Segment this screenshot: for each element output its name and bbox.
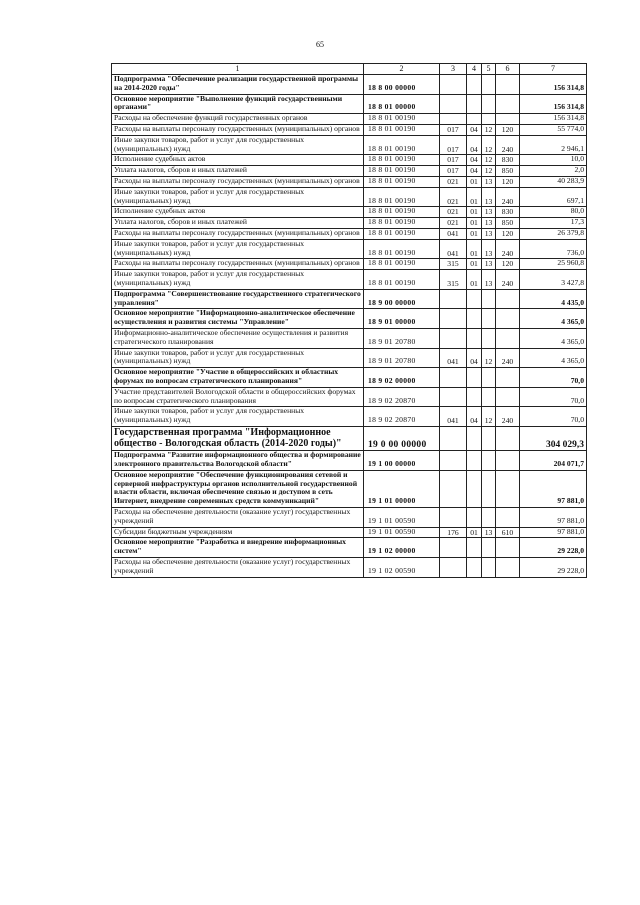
ministry-code-cell: 017 — [440, 135, 467, 155]
column-header: 3 — [440, 64, 467, 75]
section-cell — [467, 368, 482, 388]
section-cell: 01 — [467, 527, 482, 538]
table-row — [112, 508, 587, 528]
amount-cell: 80,0 — [520, 207, 587, 218]
table-row — [112, 387, 587, 407]
classification-code-cell: 18 8 01 00190 — [364, 176, 440, 187]
ministry-code-cell: 021 — [440, 176, 467, 187]
row-name-cell: Исполнение судебных актов — [112, 155, 364, 166]
subsection-cell — [482, 470, 496, 507]
amount-cell: 25 960,8 — [520, 259, 587, 270]
expense-type-cell — [496, 387, 520, 407]
amount-cell: 70,0 — [520, 368, 587, 388]
row-name-cell: Основное мероприятие "Обеспечение функционирования сетевой и серверной инфраструктуры органов исполнительной государственной власти области, включая обеспечение связью и доступом в сеть Интернет, внедрение современных средств коммуникаций" — [112, 470, 364, 507]
table-row — [112, 538, 587, 558]
expense-type-cell — [496, 114, 520, 125]
row-name-cell: Иные закупки товаров, работ и услуг для государственных (муниципальных) нужд — [112, 187, 364, 207]
amount-cell: 204 071,7 — [520, 451, 587, 471]
ministry-code-cell: 041 — [440, 239, 467, 259]
ministry-code-cell: 021 — [440, 187, 467, 207]
amount-cell: 156 314,8 — [520, 94, 587, 114]
table-row — [112, 155, 587, 166]
table-row — [112, 426, 587, 450]
expense-type-cell: 120 — [496, 259, 520, 270]
expense-type-cell: 610 — [496, 527, 520, 538]
classification-code-cell: 18 8 01 00190 — [364, 124, 440, 135]
subsection-cell: 13 — [482, 259, 496, 270]
row-name-cell: Иные закупки товаров, работ и услуг для государственных (муниципальных) нужд — [112, 407, 364, 427]
expense-type-cell: 120 — [496, 228, 520, 239]
ministry-code-cell: 017 — [440, 166, 467, 177]
row-name-cell: Участие представителей Вологодской области в общероссийских форумах по вопросам стратегического планирования — [112, 387, 364, 407]
row-name-cell: Иные закупки товаров, работ и услуг для государственных (муниципальных) нужд — [112, 239, 364, 259]
table-row — [112, 114, 587, 125]
ministry-code-cell: 315 — [440, 270, 467, 290]
amount-cell: 156 314,8 — [520, 75, 587, 95]
section-cell — [467, 328, 482, 348]
subsection-cell: 13 — [482, 187, 496, 207]
classification-code-cell: 19 0 00 00000 — [364, 426, 440, 450]
table-row — [112, 368, 587, 388]
expense-type-cell: 240 — [496, 135, 520, 155]
row-name-cell: Подпрограмма "Обеспечение реализации государственной программы на 2014-2020 годы" — [112, 75, 364, 95]
subsection-cell — [482, 309, 496, 329]
row-name-cell: Государственная программа "Информационное общество - Вологодская область (2014-2020 годы)" — [112, 426, 364, 450]
subsection-cell — [482, 538, 496, 558]
subsection-cell — [482, 387, 496, 407]
classification-code-cell: 18 9 02 20870 — [364, 407, 440, 427]
expense-type-cell — [496, 309, 520, 329]
classification-code-cell: 18 8 01 00190 — [364, 135, 440, 155]
section-cell — [467, 426, 482, 450]
ministry-code-cell — [440, 328, 467, 348]
subsection-cell — [482, 75, 496, 95]
row-name-cell: Уплата налогов, сборов и иных платежей — [112, 166, 364, 177]
row-name-cell: Расходы на обеспечение функций государственных органов — [112, 114, 364, 125]
ministry-code-cell — [440, 289, 467, 309]
classification-code-cell: 19 1 02 00000 — [364, 538, 440, 558]
section-cell: 01 — [467, 259, 482, 270]
row-name-cell: Подпрограмма "Совершенствование государственного стратегического управления" — [112, 289, 364, 309]
ministry-code-cell: 021 — [440, 207, 467, 218]
classification-code-cell: 18 8 01 00190 — [364, 239, 440, 259]
row-name-cell: Расходы на выплаты персоналу государственных (муниципальных) органов — [112, 124, 364, 135]
ministry-code-cell: 041 — [440, 228, 467, 239]
ministry-code-cell: 041 — [440, 407, 467, 427]
amount-cell: 29 228,0 — [520, 558, 587, 578]
table-row — [112, 407, 587, 427]
amount-cell: 2 946,1 — [520, 135, 587, 155]
section-cell: 04 — [467, 155, 482, 166]
expense-type-cell — [496, 508, 520, 528]
column-header: 5 — [482, 64, 496, 75]
table-row — [112, 328, 587, 348]
table-row — [112, 94, 587, 114]
classification-code-cell: 18 8 01 00190 — [364, 114, 440, 125]
row-name-cell: Иные закупки товаров, работ и услуг для государственных (муниципальных) нужд — [112, 135, 364, 155]
amount-cell: 97 881,0 — [520, 527, 587, 538]
row-name-cell: Расходы на выплаты персоналу государственных (муниципальных) органов — [112, 228, 364, 239]
classification-code-cell: 18 9 02 20870 — [364, 387, 440, 407]
classification-code-cell: 18 9 02 00000 — [364, 368, 440, 388]
table-row — [112, 124, 587, 135]
expense-type-cell: 120 — [496, 124, 520, 135]
classification-code-cell: 18 9 00 00000 — [364, 289, 440, 309]
amount-cell: 156 314,8 — [520, 114, 587, 125]
section-cell: 01 — [467, 239, 482, 259]
expense-type-cell — [496, 426, 520, 450]
section-cell — [467, 470, 482, 507]
ministry-code-cell — [440, 426, 467, 450]
section-cell: 01 — [467, 207, 482, 218]
row-name-cell: Исполнение судебных актов — [112, 207, 364, 218]
row-name-cell: Расходы на выплаты персоналу государственных (муниципальных) органов — [112, 259, 364, 270]
amount-cell: 97 881,0 — [520, 508, 587, 528]
amount-cell: 70,0 — [520, 407, 587, 427]
row-name-cell: Основное мероприятие "Выполнение функций государственными органами" — [112, 94, 364, 114]
ministry-code-cell — [440, 94, 467, 114]
section-cell — [467, 94, 482, 114]
amount-cell: 17,3 — [520, 218, 587, 229]
classification-code-cell: 18 8 01 00190 — [364, 166, 440, 177]
table-row — [112, 135, 587, 155]
amount-cell: 2,0 — [520, 166, 587, 177]
ministry-code-cell — [440, 387, 467, 407]
table-row — [112, 348, 587, 368]
table-row — [112, 451, 587, 471]
expense-type-cell — [496, 538, 520, 558]
subsection-cell — [482, 451, 496, 471]
row-name-cell: Расходы на обеспечение деятельности (оказание услуг) государственных учреждений — [112, 558, 364, 578]
subsection-cell: 12 — [482, 407, 496, 427]
expense-type-cell: 240 — [496, 270, 520, 290]
subsection-cell: 12 — [482, 166, 496, 177]
subsection-cell: 13 — [482, 270, 496, 290]
classification-code-cell: 19 1 02 00590 — [364, 558, 440, 578]
column-header: 4 — [467, 64, 482, 75]
table-row — [112, 218, 587, 229]
section-cell: 01 — [467, 176, 482, 187]
expense-type-cell: 850 — [496, 166, 520, 177]
classification-code-cell: 19 1 00 00000 — [364, 451, 440, 471]
table-row — [112, 187, 587, 207]
classification-code-cell: 19 1 01 00000 — [364, 470, 440, 507]
expense-type-cell: 850 — [496, 218, 520, 229]
subsection-cell — [482, 508, 496, 528]
amount-cell: 4 365,0 — [520, 348, 587, 368]
section-cell: 04 — [467, 348, 482, 368]
table-header-row — [112, 64, 587, 75]
amount-cell: 26 379,8 — [520, 228, 587, 239]
classification-code-cell: 18 8 01 00000 — [364, 94, 440, 114]
subsection-cell: 13 — [482, 207, 496, 218]
classification-code-cell: 18 9 01 20780 — [364, 328, 440, 348]
subsection-cell: 13 — [482, 176, 496, 187]
expense-type-cell: 830 — [496, 155, 520, 166]
ministry-code-cell: 041 — [440, 348, 467, 368]
amount-cell: 4 365,0 — [520, 309, 587, 329]
ministry-code-cell: 017 — [440, 124, 467, 135]
row-name-cell: Подпрограмма "Развитие информационного общества и формирование электронного правительства Вологодской области" — [112, 451, 364, 471]
amount-cell: 55 774,0 — [520, 124, 587, 135]
section-cell — [467, 538, 482, 558]
expense-type-cell: 240 — [496, 187, 520, 207]
amount-cell: 3 427,8 — [520, 270, 587, 290]
subsection-cell — [482, 368, 496, 388]
column-header: 7 — [520, 64, 587, 75]
expense-type-cell — [496, 470, 520, 507]
classification-code-cell: 19 1 01 00590 — [364, 508, 440, 528]
classification-code-cell: 18 8 01 00190 — [364, 270, 440, 290]
table-row — [112, 239, 587, 259]
section-cell — [467, 558, 482, 578]
section-cell: 04 — [467, 124, 482, 135]
subsection-cell — [482, 114, 496, 125]
section-cell: 01 — [467, 228, 482, 239]
classification-code-cell: 18 8 01 00190 — [364, 207, 440, 218]
table-row — [112, 166, 587, 177]
classification-code-cell: 18 8 00 00000 — [364, 75, 440, 95]
section-cell — [467, 289, 482, 309]
amount-cell: 4 365,0 — [520, 328, 587, 348]
amount-cell: 697,1 — [520, 187, 587, 207]
ministry-code-cell: 021 — [440, 218, 467, 229]
expense-type-cell: 830 — [496, 207, 520, 218]
classification-code-cell: 18 8 01 00190 — [364, 155, 440, 166]
section-cell — [467, 451, 482, 471]
ministry-code-cell: 017 — [440, 155, 467, 166]
subsection-cell: 12 — [482, 348, 496, 368]
classification-code-cell: 18 8 01 00190 — [364, 259, 440, 270]
section-cell — [467, 309, 482, 329]
section-cell — [467, 114, 482, 125]
ministry-code-cell — [440, 538, 467, 558]
subsection-cell — [482, 328, 496, 348]
expense-type-cell — [496, 328, 520, 348]
table-row — [112, 558, 587, 578]
expense-type-cell — [496, 368, 520, 388]
subsection-cell: 13 — [482, 218, 496, 229]
page-number: 65 — [316, 40, 324, 49]
row-name-cell: Расходы на обеспечение деятельности (оказание услуг) государственных учреждений — [112, 508, 364, 528]
section-cell: 04 — [467, 166, 482, 177]
section-cell: 01 — [467, 270, 482, 290]
column-header: 1 — [112, 64, 364, 75]
row-name-cell: Иные закупки товаров, работ и услуг для государственных (муниципальных) нужд — [112, 348, 364, 368]
subsection-cell: 12 — [482, 155, 496, 166]
section-cell — [467, 508, 482, 528]
ministry-code-cell — [440, 508, 467, 528]
table-row — [112, 75, 587, 95]
table-row — [112, 228, 587, 239]
expense-type-cell: 240 — [496, 239, 520, 259]
ministry-code-cell: 176 — [440, 527, 467, 538]
expense-type-cell — [496, 558, 520, 578]
expense-type-cell — [496, 94, 520, 114]
classification-code-cell: 18 9 01 00000 — [364, 309, 440, 329]
table-row — [112, 289, 587, 309]
expense-type-cell — [496, 75, 520, 95]
row-name-cell: Уплата налогов, сборов и иных платежей — [112, 218, 364, 229]
table-row — [112, 309, 587, 329]
classification-code-cell: 18 8 01 00190 — [364, 187, 440, 207]
subsection-cell — [482, 558, 496, 578]
amount-cell: 97 881,0 — [520, 470, 587, 507]
row-name-cell: Субсидии бюджетным учреждениям — [112, 527, 364, 538]
subsection-cell: 12 — [482, 124, 496, 135]
classification-code-cell: 18 8 01 00190 — [364, 218, 440, 229]
table-row — [112, 176, 587, 187]
amount-cell: 736,0 — [520, 239, 587, 259]
subsection-cell — [482, 289, 496, 309]
section-cell: 01 — [467, 218, 482, 229]
ministry-code-cell — [440, 368, 467, 388]
ministry-code-cell — [440, 75, 467, 95]
ministry-code-cell — [440, 451, 467, 471]
table-row — [112, 207, 587, 218]
amount-cell: 40 283,9 — [520, 176, 587, 187]
section-cell: 01 — [467, 187, 482, 207]
row-name-cell: Информационно-аналитическое обеспечение осуществления и развития стратегического планирования — [112, 328, 364, 348]
amount-cell: 10,0 — [520, 155, 587, 166]
expense-type-cell — [496, 289, 520, 309]
subsection-cell: 12 — [482, 135, 496, 155]
column-header: 2 — [364, 64, 440, 75]
classification-code-cell: 18 8 01 00190 — [364, 228, 440, 239]
row-name-cell: Расходы на выплаты персоналу государственных (муниципальных) органов — [112, 176, 364, 187]
ministry-code-cell — [440, 309, 467, 329]
section-cell — [467, 75, 482, 95]
ministry-code-cell — [440, 470, 467, 507]
subsection-cell: 13 — [482, 527, 496, 538]
table-row — [112, 270, 587, 290]
table-row — [112, 527, 587, 538]
amount-cell: 4 435,0 — [520, 289, 587, 309]
table-row — [112, 470, 587, 507]
row-name-cell: Основное мероприятие "Участие в общероссийских и областных форумах по вопросам стратегического планирования" — [112, 368, 364, 388]
expense-type-cell: 240 — [496, 348, 520, 368]
ministry-code-cell: 315 — [440, 259, 467, 270]
subsection-cell: 13 — [482, 239, 496, 259]
row-name-cell: Иные закупки товаров, работ и услуг для государственных (муниципальных) нужд — [112, 270, 364, 290]
expense-type-cell: 120 — [496, 176, 520, 187]
amount-cell: 70,0 — [520, 387, 587, 407]
section-cell — [467, 387, 482, 407]
column-header: 6 — [496, 64, 520, 75]
subsection-cell — [482, 426, 496, 450]
amount-cell: 304 029,3 — [520, 426, 587, 450]
row-name-cell: Основное мероприятие "Информационно-аналитическое обеспечение осуществления и развития системы "Управление" — [112, 309, 364, 329]
expense-type-cell: 240 — [496, 407, 520, 427]
table-row — [112, 259, 587, 270]
classification-code-cell: 18 9 01 20780 — [364, 348, 440, 368]
section-cell: 04 — [467, 135, 482, 155]
section-cell: 04 — [467, 407, 482, 427]
ministry-code-cell — [440, 558, 467, 578]
classification-code-cell: 19 1 01 00590 — [364, 527, 440, 538]
expense-type-cell — [496, 451, 520, 471]
row-name-cell: Основное мероприятие "Разработка и внедрение информационных систем" — [112, 538, 364, 558]
ministry-code-cell — [440, 114, 467, 125]
subsection-cell — [482, 94, 496, 114]
amount-cell: 29 228,0 — [520, 538, 587, 558]
subsection-cell: 13 — [482, 228, 496, 239]
budget-table — [111, 63, 587, 578]
table-body — [112, 64, 587, 578]
